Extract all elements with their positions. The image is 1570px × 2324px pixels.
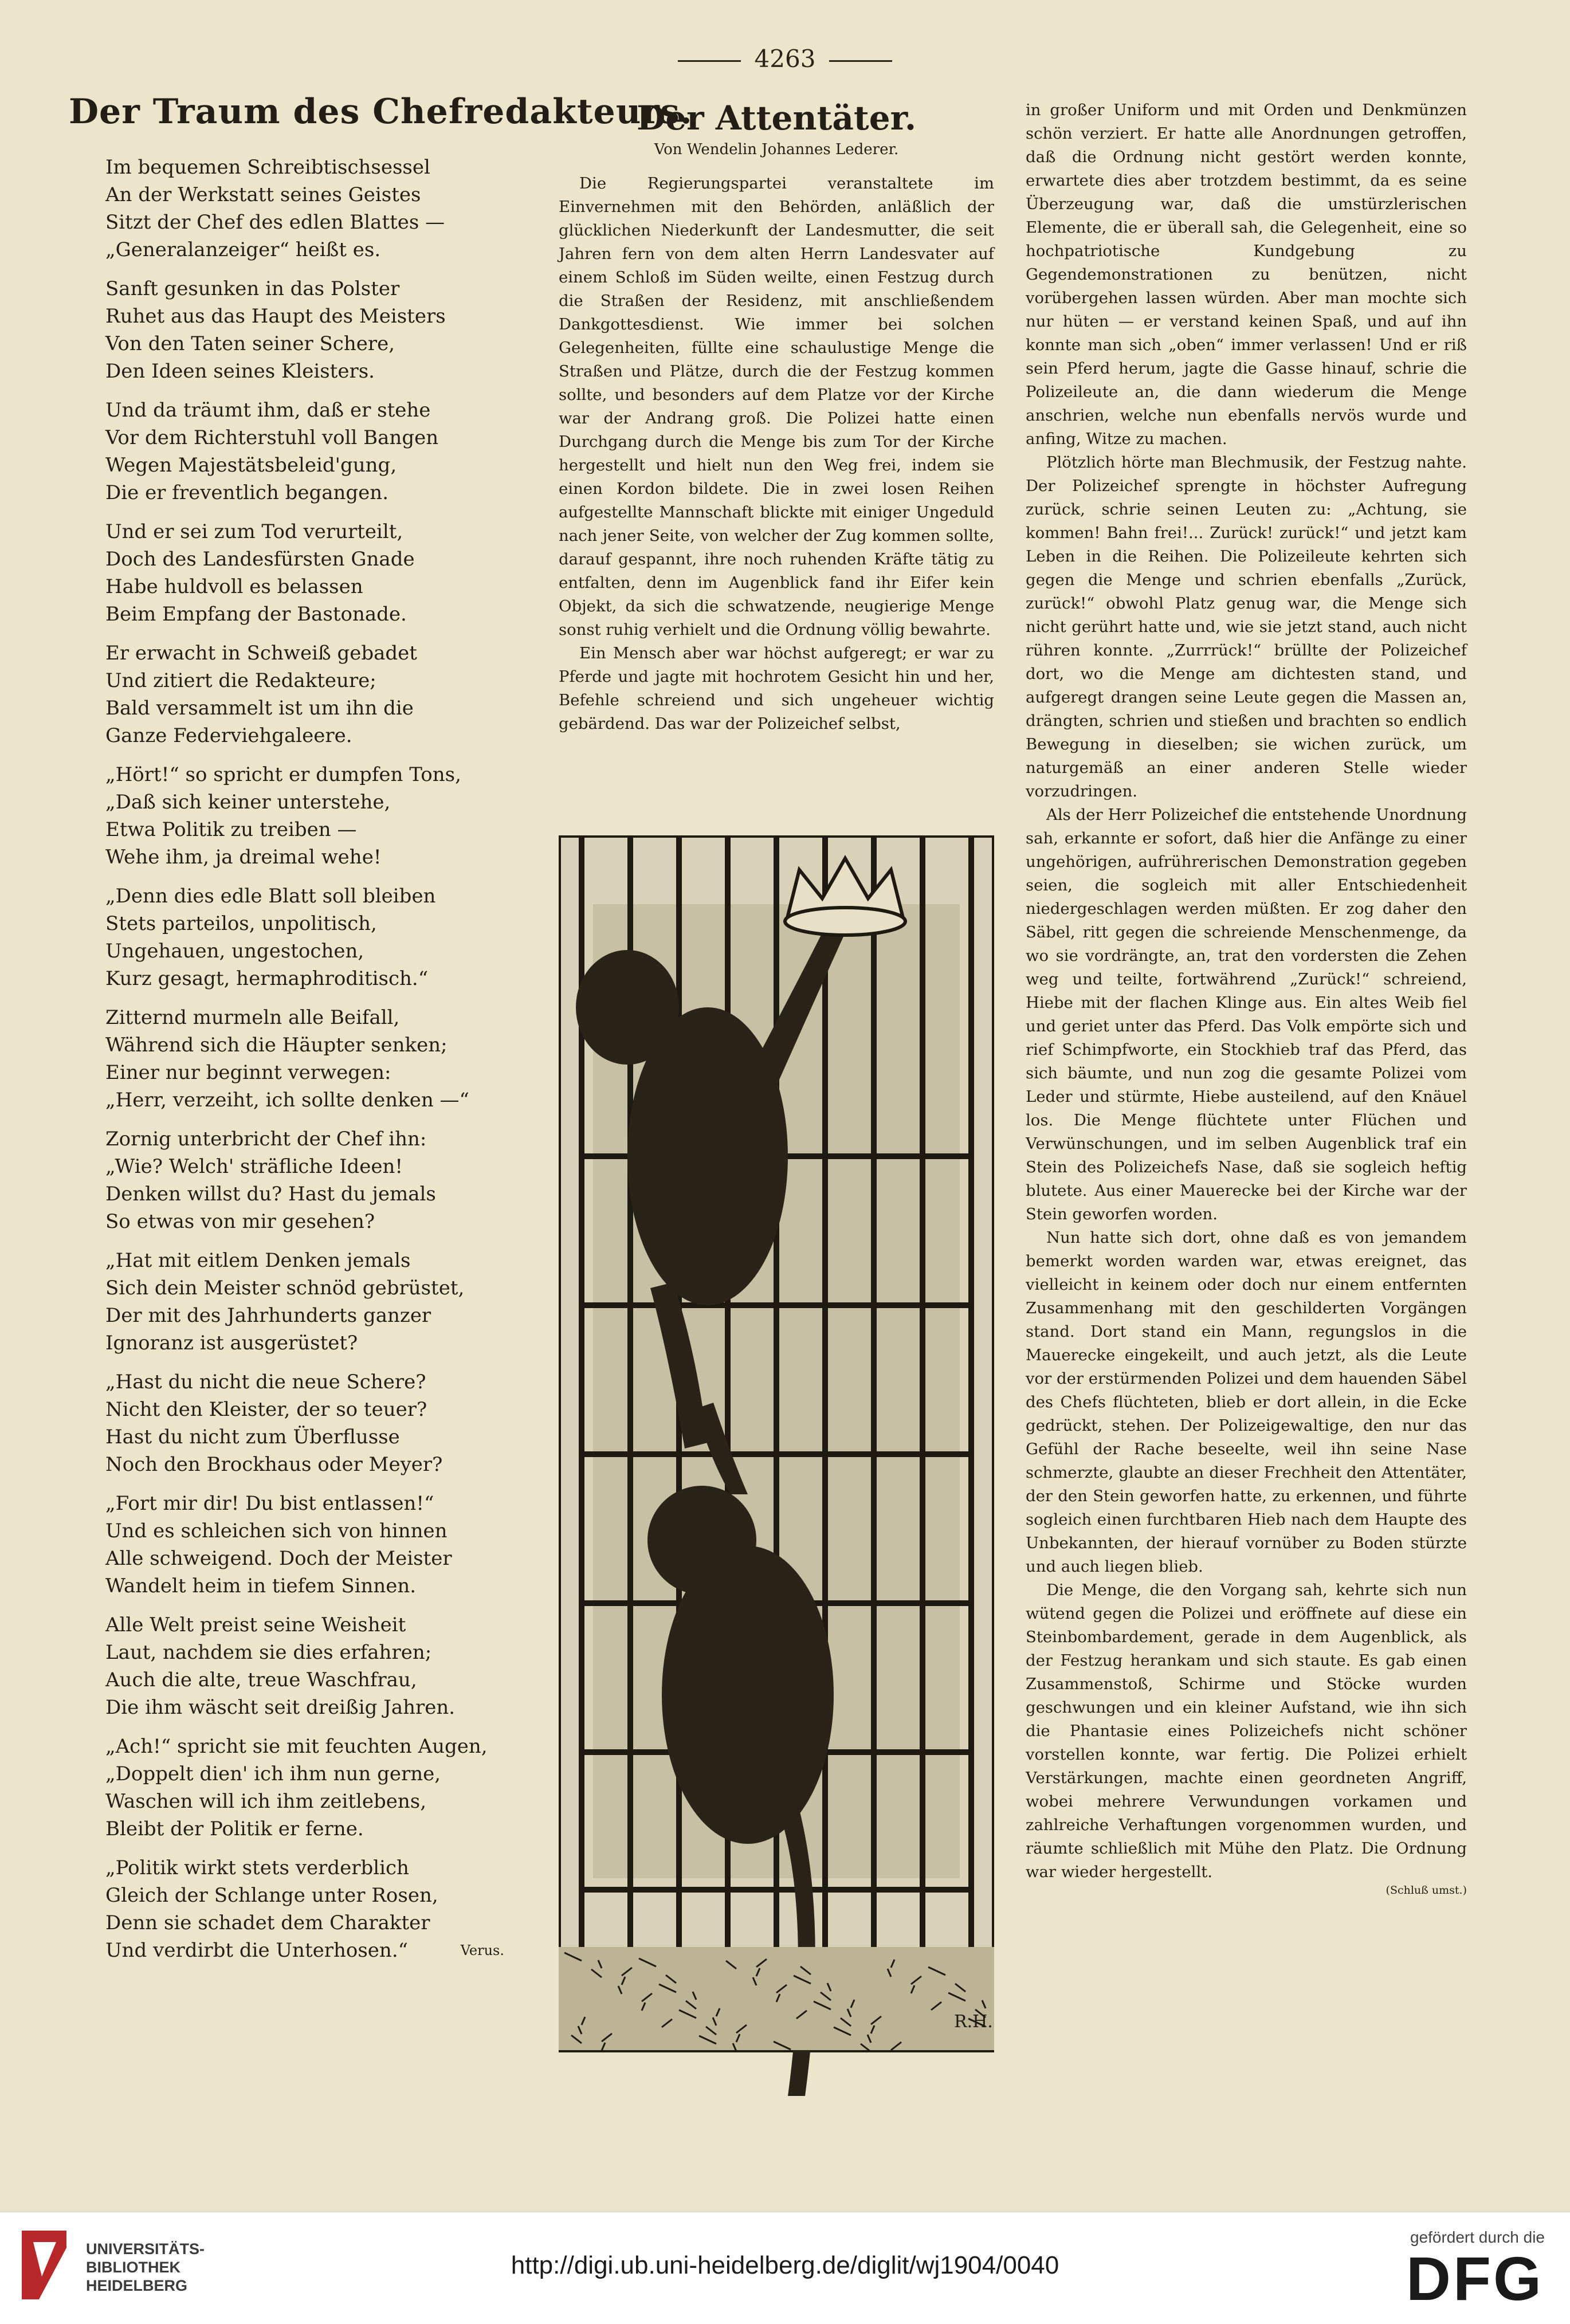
article-text-col1 (559, 172, 994, 736)
poem-stanza (105, 1247, 504, 1357)
poem-line: Er erwacht in Schweiß gebadet (105, 642, 417, 665)
poem-line: Zornig unterbricht der Chef ihn: (105, 1128, 427, 1151)
poem-stanza (105, 1490, 504, 1600)
poem-line: Die ihm wäscht seit dreißig Jahren. (105, 1696, 456, 1719)
poem-line: „Denn dies edle Blatt soll bleiben (105, 885, 436, 908)
article-paragraph: Plötzlich hörte man Blechmusik, der Festzug nahte. Der Polizeichef sprengte in höchster Aufregung zurück, schrie seinen Leuten zu: „Achtung, sie kommen! Bahn frei!... Zurück! zurück!“ und jetzt kam Leben in die Reihen. Die Polizeileute kehrten sich gegen die Menge und schrien ebenfalls „Zurück, zurück!“ obwohl Platz genug war, die Menge sich nicht gerührt hatte und, wie sie jetzt stand, auch nicht rühren konnte. „Zurrrück!“ brüllte der Polizeichef dort, wo die Menge am dichtesten stand, und aufgeregt drangen seine Leute gegen die Massen an, drängten, schrien und stießen und brachten so endlich Bewegung in dieselben; sie wichen zurück, um naturgemäß an einer anderen Stelle wieder vorzudringen. (1026, 453, 1467, 800)
poem-line: Hast du nicht zum Überflusse (105, 1426, 400, 1448)
footer-bar (0, 2212, 1570, 2324)
poem-line: Wandelt heim in tiefem Sinnen. (105, 1575, 417, 1597)
poem-line: Denken willst du? Hast du jemals (105, 1183, 436, 1206)
poem-line: Bald versammelt ist um ihn die (105, 697, 414, 720)
poem-line: Nicht den Kleister, der so teuer? (105, 1398, 427, 1421)
poem-line: Noch den Brockhaus oder Meyer? (105, 1453, 443, 1476)
poem-line: Die er freventlich begangen. (105, 481, 388, 504)
poem-line: Und zitiert die Redakteure; (105, 669, 376, 692)
article-paragraph: Die Regierungspartei veranstaltete im Einvernehmen mit den Behörden, anläßlich der glücklichen Niederkunft der Landesmutter, die seit Jahren fern von dem alten Herrn Landesvater auf einem Schloß im Süden weilte, einen Festzug durch die Straßen der Residenz, mit anschließendem Dankgottesdienst. Wie immer bei solchen Gelegenheiten, füllte eine schaulustige Menge die Straßen und Plätze, durch die der Festzug kommen sollte, und besonders auf dem Platze vor der Kirche war der Andrang groß. Die Polizei hatte einen Durchgang durch die Menge bis zum Tor der Kirche hergestellt und hielt nun den Weg frei, indem sie einen Kordon bildete. Die in zwei losen Reihen aufgestellte Mannschaft blickte mit einiger Ungeduld nach jener Seite, von welcher der Zug kommen sollte, darauf gespannt, ihre noch ruhenden Kräfte tätig zu entfalten, denn im Augenblick fand ihr Eifer kein Objekt, da sich die schwatzende, neugierige Menge sonst ruhig verhielt und die Ordnung völlig bewahrte. (559, 174, 994, 639)
poem-line: Ungehauen, ungestochen, (105, 940, 364, 963)
source-url-link[interactable]: http://digi.ub.uni-heidelberg.de/diglit/wj1904/0040 (511, 2251, 1059, 2279)
poem-line: Kurz gesagt, hermaphroditisch.“ (105, 967, 429, 990)
article-paragraph: Ein Mensch aber war höchst aufgeregt; er war zu Pferde und jagte mit hochrotem Gesicht hin und her, Befehle schreiend und sich ungeheuer wichtig gebärdend. Das war der Polizeichef selbst, (559, 644, 994, 733)
poem-line: „Hat mit eitlem Denken jemals (105, 1249, 411, 1272)
poem-line: Zitternd murmeln alle Beifall, (105, 1006, 400, 1029)
poem-line: Laut, nachdem sie dies erfahren; (105, 1641, 432, 1664)
poem-line: Sich dein Meister schnöd gebrüstet, (105, 1277, 465, 1300)
poem-line: Stets parteilos, unpolitisch, (105, 912, 377, 935)
article-title: Der Attentäter. (636, 99, 917, 138)
poem-stanza (105, 1125, 504, 1235)
poem-stanza (105, 518, 504, 628)
article-paragraph: in großer Uniform und mit Orden und Denkmünzen schön verziert. Er hatte alle Anordnungen getroffen, daß die Ordnung nicht gestört werden konnte, erwartete dies aber trotzdem bestimmt, da es seine Überzeugung war, daß die umstürzlerischen Elemente, die er überall sah, die Gelegenheit, eine so hochpatriotische Kundgebung zu Gegendemonstrationen zu benützen, nicht vorübergehen lassen würden. Aber man mochte sich nur hüten — er verstand keinen Spaß, und auf ihn konnte man sich „oben“ immer verlassen! Und er riß sein Pferd herum, jagte die Gasse hinauf, schrie die Polizeileute an, die dann wiederum die Menge anschrien, welche nun ebenfalls nervös wurde und anfing, Witze zu machen. (1026, 101, 1467, 448)
poem-column (69, 92, 693, 1970)
poem-stanza (105, 1004, 504, 1114)
poem-line: So etwas von mir gesehen? (105, 1210, 375, 1233)
funded-by-label: gefördert durch die (1410, 2228, 1545, 2246)
poem-stanza (105, 882, 504, 992)
poem-line: Auch die alte, treue Waschfrau, (105, 1669, 417, 1691)
dfg-logo: DFG (1406, 2244, 1544, 2313)
poem-line: Waschen will ich ihm zeitlebens, (105, 1790, 427, 1813)
poem-line: Alle Welt preist seine Weisheit (105, 1614, 406, 1636)
poem-stanza (105, 154, 504, 264)
poem-line: „Politik wirkt stets verderblich (105, 1856, 409, 1879)
poem-line: „Generalanzeiger“ heißt es. (105, 238, 381, 261)
ornament-rule-right (829, 60, 892, 62)
poem-line: Gleich der Schlange unter Rosen, (105, 1884, 438, 1907)
poem-line: Alle schweigend. Doch der Meister (105, 1547, 452, 1570)
poem-line: Im bequemen Schreibtischsessel (105, 156, 430, 179)
poem-line: Vor dem Richterstuhl voll Bangen (105, 426, 439, 449)
poem-line: Doch des Landesfürsten Gnade (105, 548, 415, 571)
poem-line: „Hast du nicht die neue Schere? (105, 1371, 426, 1393)
poem-line: Habe huldvoll es belassen (105, 575, 363, 598)
poem-line: Bleibt der Politik er ferne. (105, 1817, 364, 1840)
poem-stanza (105, 1368, 504, 1478)
page-number: 4263 (0, 45, 1570, 73)
poem-line: Und da träumt ihm, daß er stehe (105, 399, 431, 422)
poem-line: Und verdirbt die Unterhosen.“ (105, 1939, 409, 1962)
article-column-2 (1026, 99, 1467, 1897)
poem-stanza (105, 639, 504, 749)
poem-line: Der mit des Jahrhunderts ganzer (105, 1304, 431, 1327)
poem-line: Einer nur beginnt verwegen: (105, 1061, 391, 1084)
article-column-1 (559, 97, 994, 736)
poem-stanza (105, 761, 504, 871)
poem-line: Beim Empfang der Bastonade. (105, 603, 407, 626)
poem-stanza (105, 275, 504, 385)
poem-line: „Daß sich keiner unterstehe, (105, 791, 391, 814)
poem-line: „Wie? Welch' sträfliche Ideen! (105, 1155, 403, 1178)
article-text-col2 (1026, 99, 1467, 1884)
illustration-signature: R.H. (954, 2012, 993, 2032)
poem-title: Der Traum des Chefredakteurs. (69, 92, 693, 132)
poem-line: Ganze Federviehgaleere. (105, 724, 352, 747)
article-paragraph: Die Menge, die den Vorgang sah, kehrte sich nun wütend gegen die Polizei und eröffnete auf diese ein Steinbombardement, gerade in dem Augenblick, als der Festzug herankam und sich staute. Es gab einen Zusammenstoß, Schirme und Stöcke wurden geschwungen und ein kleiner Aufstand, wie ihn sich die Phantasie eines Polizeichefs nicht schöner vorstellen konnte, war fertig. Die Polizei erhielt Verstärkungen, machte einen geordneten Angriff, wobei mehrere Verwundungen vorkamen und zahlreiche Verhaftungen vorgenommen wurden, und räumte schließlich mit Mühe den Platz. Die Ordnung war wieder hergestellt. (1026, 1581, 1467, 1881)
poem-stanza (105, 1733, 504, 1843)
poem-line: Den Ideen seines Kleisters. (105, 360, 375, 383)
poem-line: Sitzt der Chef des edlen Blattes — (105, 211, 445, 234)
article-paragraph: Nun hatte sich dort, ohne daß es von jemandem bemerkt worden warden war, etwas ereignet, das vielleicht in keinem oder doch nur einem entfernten Zusammenhang mit den geschilderten Vorgängen stand. Dort stand ein Mann, regungslos in die Mauerecke eingekeilt, und auch jetzt, als die Leute vor der erstürmenden Polizei und dem hauenden Säbel des Chefs flüchteten, blieb er dort allein, in die Ecke gedrückt, stehen. Der Polizeigewaltige, den nur das Gefühl der Rache beseelte, weil ihn seine Nase schmerzte, glaubte an dieser Frechheit den Attentäter, der den Stein geworfen hatte, zu erkennen, und führte sogleich einen furchtbaren Hieb nach dem Haupte des Unbekannten, der hierauf vornüber zu Boden stürzte und auch liegen blieb. (1026, 1228, 1467, 1576)
poem-line: „Herr, verzeiht, ich sollte denken —“ (105, 1089, 469, 1112)
poem-stanza (105, 1611, 504, 1721)
poem-line: Von den Taten seiner Schere, (105, 332, 395, 355)
poem-line: Während sich die Häupter senken; (105, 1034, 448, 1057)
ornament-rule-left (678, 60, 741, 62)
poem-line: Ruhet aus das Haupt des Meisters (105, 305, 446, 328)
university-name: UNIVERSITÄTS- BIBLIOTHEK HEIDELBERG (86, 2240, 205, 2294)
poem-signature: Verus. (460, 1942, 504, 1958)
poem-line: „Ach!“ spricht sie mit feuchten Augen, (105, 1735, 488, 1758)
continued-note: (Schluß umst.) (1385, 1884, 1467, 1897)
poem-line: Denn sie schadet dem Charakter (105, 1911, 430, 1934)
poem-body (69, 154, 504, 1962)
poem-stanza (105, 397, 504, 507)
poem-line: „Fort mir dir! Du bist entlassen!“ (105, 1492, 434, 1515)
article-paragraph: Als der Herr Polizeichef die entstehende Unordnung sah, erkannte er sofort, daß hier die Anfänge zu einer ungehörigen, aufrührerischen Demonstration gegeben seien, die sogleich mit aller Entschiedenheit niedergeschlagen werden müßten. Er zog daher den Säbel, ritt gegen die schreiende Menschenmenge, da wo sie vordrängte, an, trat den vordersten die Zehen weg und teilte, fortwährend „Zurück!“ schreiend, Hiebe mit der flachen Klinge aus. Ein altes Weib fiel und geriet unter das Pferd. Das Volk empörte sich und rief Schimpfworte, ein Stockhieb traf das Pferd, das sich bäumte, und nun zog die gesamte Polizei vom Leder und stürmte, Hiebe austeilend, auf den Knäuel los. Die Menge flüchtete unter Flüchen und Verwünschungen, und im selben Augenblick traf ein Stein des Polizeichefs Nase, daß sie sogleich heftig blutete. Aus einer Mauerecke bei der Kirche war der Stein geworfen worden. (1026, 806, 1467, 1223)
poem-stanza (105, 1854, 504, 1962)
poem-line: Sanft gesunken in das Polster (105, 277, 400, 300)
poem-line: Wehe ihm, ja dreimal wehe! (105, 846, 382, 869)
poem-line: „Hört!“ so spricht er dumpfen Tons, (105, 763, 461, 786)
poem-line: Und er sei zum Tod verurteilt, (105, 520, 403, 543)
poem-line: „Doppelt dien' ich ihm nun gerne, (105, 1762, 441, 1785)
article-author: Von Wendelin Johannes Lederer. (654, 141, 899, 158)
poem-line: Und es schleichen sich von hinnen (105, 1520, 448, 1542)
poem-line: Ignoranz ist ausgerüstet? (105, 1332, 358, 1355)
poem-line: Etwa Politik zu treiben — (105, 818, 357, 841)
poem-line: An der Werkstatt seines Geistes (105, 183, 421, 206)
poem-line: Wegen Majestätsbeleid'gung, (105, 454, 397, 477)
monkeys-cage-illustration (559, 835, 994, 2125)
